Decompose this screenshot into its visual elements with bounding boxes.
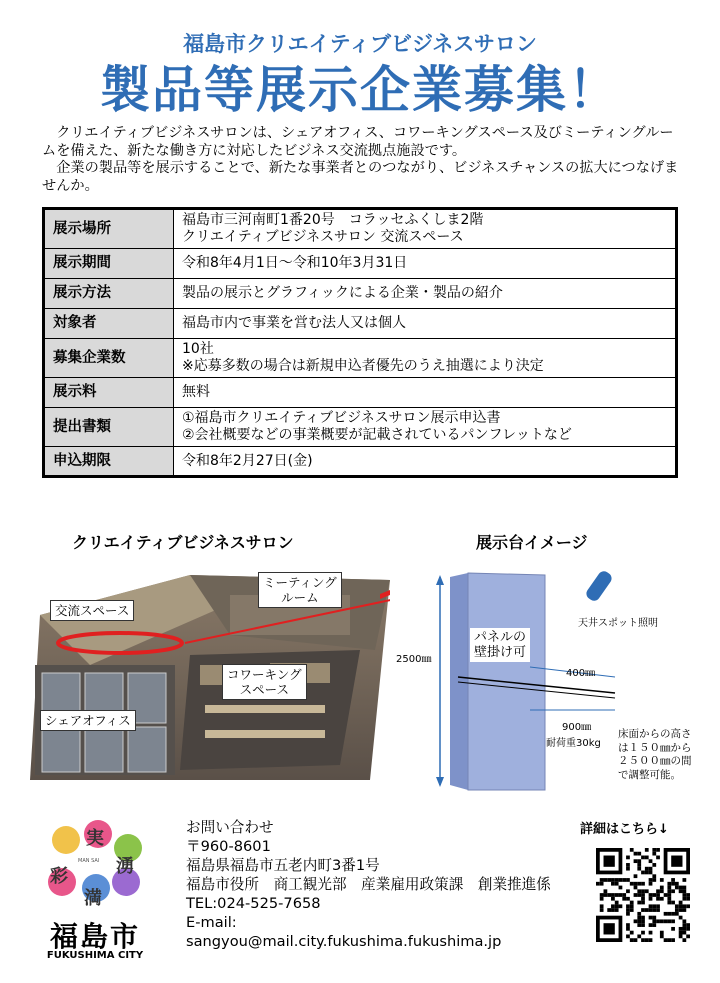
exchange-space-label: 交流スペース	[50, 600, 134, 621]
info-value	[174, 378, 677, 408]
info-value	[174, 309, 677, 339]
info-value	[174, 279, 677, 309]
info-value-line: クリエイティブビジネスサロン 交流スペース	[182, 229, 464, 245]
info-value-line: 令和8年2月27日(金)	[182, 452, 313, 469]
info-row	[44, 209, 677, 249]
info-value	[174, 249, 677, 279]
info-value-line: 福島市内で事業を営む法人又は個人	[182, 315, 406, 331]
intro-paragraph-1: クリエイティブビジネスサロンは、シェアオフィス、コワーキングスペース及びミーティングルームを備えた、新たな働き方に対応したビジネス交流拠点施設です。	[42, 125, 674, 159]
spotlight-label: 天井スポット照明	[578, 618, 658, 629]
height-dim: 2500㎜	[396, 654, 432, 665]
floor-title: クリエイティブビジネスサロン	[72, 533, 294, 552]
contact-department: 福島市役所 商工観光部 産業雇用政策課 創業推進係	[186, 876, 551, 893]
info-label: 展示期間	[44, 249, 174, 279]
logo-char-2: 彩	[50, 866, 68, 887]
logo-city-name: 福島市	[49, 920, 140, 953]
depth-top-dim: 400㎜	[566, 668, 596, 679]
logo-english-name: FUKUSHIMA CITY	[46, 950, 144, 961]
info-value-line: 製品の展示とグラフィックによる企業・製品の紹介	[182, 285, 503, 301]
logo-side-text: MAN SAI	[78, 858, 100, 864]
info-row	[44, 408, 677, 447]
info-label: 募集企業数	[44, 339, 174, 378]
info-value-line: ①福島市クリエイティブビジネスサロン展示申込書	[182, 410, 501, 426]
load-label: 耐荷重30kg	[546, 738, 601, 749]
info-row	[44, 249, 677, 279]
logo-char-3: 湧	[116, 856, 134, 877]
info-value	[174, 339, 677, 378]
info-label: 提出書類	[44, 408, 174, 447]
contact-email[interactable]: sangyou@mail.city.fukushima.fukushima.jp	[186, 933, 502, 950]
logo-char-4: 満	[84, 888, 102, 909]
info-label: 申込期限	[44, 447, 174, 477]
info-row	[44, 309, 677, 339]
info-row	[44, 447, 677, 477]
contact-block	[186, 818, 586, 951]
contact-tel: TEL:024-525-7658	[186, 895, 321, 912]
detail-label: 詳細はこちら↓	[580, 822, 669, 837]
coworking-space-label: コワーキング スペース	[222, 664, 307, 700]
info-value-line: 無料	[182, 384, 210, 400]
intro-paragraph-2: 企業の製品等を展示することで、新たな事業者とのつながり、ビジネスチャンスの拡大につなげませんか。	[42, 160, 679, 194]
info-value	[174, 447, 677, 477]
logo-char-1: 実	[86, 828, 104, 849]
info-value	[174, 209, 677, 249]
depth-bottom-dim: 900㎜	[562, 722, 592, 733]
info-row	[44, 339, 677, 378]
intro-text	[42, 125, 682, 195]
info-row	[44, 279, 677, 309]
contact-email-label: E-mail:	[186, 914, 237, 931]
info-value-line: 福島市三河南町1番20号 コラッセふくしま2階	[182, 212, 484, 228]
info-value-line: 10社	[182, 341, 214, 357]
info-label: 展示場所	[44, 209, 174, 249]
page-title: 製品等展示企業募集！	[100, 61, 620, 119]
info-value-line: ②会社概要などの事業概要が記載されているパンフレットなど	[182, 427, 572, 443]
subtitle: 福島市クリエイティブビジネスサロン	[183, 32, 537, 56]
info-label: 展示方法	[44, 279, 174, 309]
contact-heading: お問い合わせ	[186, 819, 274, 836]
meeting-room-label: ミーティング ルーム	[258, 572, 342, 608]
panel-label: パネルの 壁掛け可	[470, 628, 530, 662]
info-value-line: 令和8年4月1日～令和10年3月31日	[182, 255, 408, 271]
info-label: 展示料	[44, 378, 174, 408]
share-office-label: シェアオフィス	[40, 710, 136, 731]
contact-postal: 〒960-8601	[186, 838, 271, 855]
stand-title: 展示台イメージ	[476, 533, 588, 552]
info-value	[174, 408, 677, 447]
info-table	[42, 207, 678, 478]
height-note: 床面からの高さ は１５０㎜から ２５００㎜の間 で調整可能。	[618, 728, 692, 781]
info-value-line: ※応募多数の場合は新規申込者優先のうえ抽選により決定	[182, 358, 544, 374]
info-label: 対象者	[44, 309, 174, 339]
contact-address: 福島県福島市五老内町3番1号	[186, 857, 380, 874]
qr-code-icon[interactable]	[596, 848, 690, 942]
info-row	[44, 378, 677, 408]
